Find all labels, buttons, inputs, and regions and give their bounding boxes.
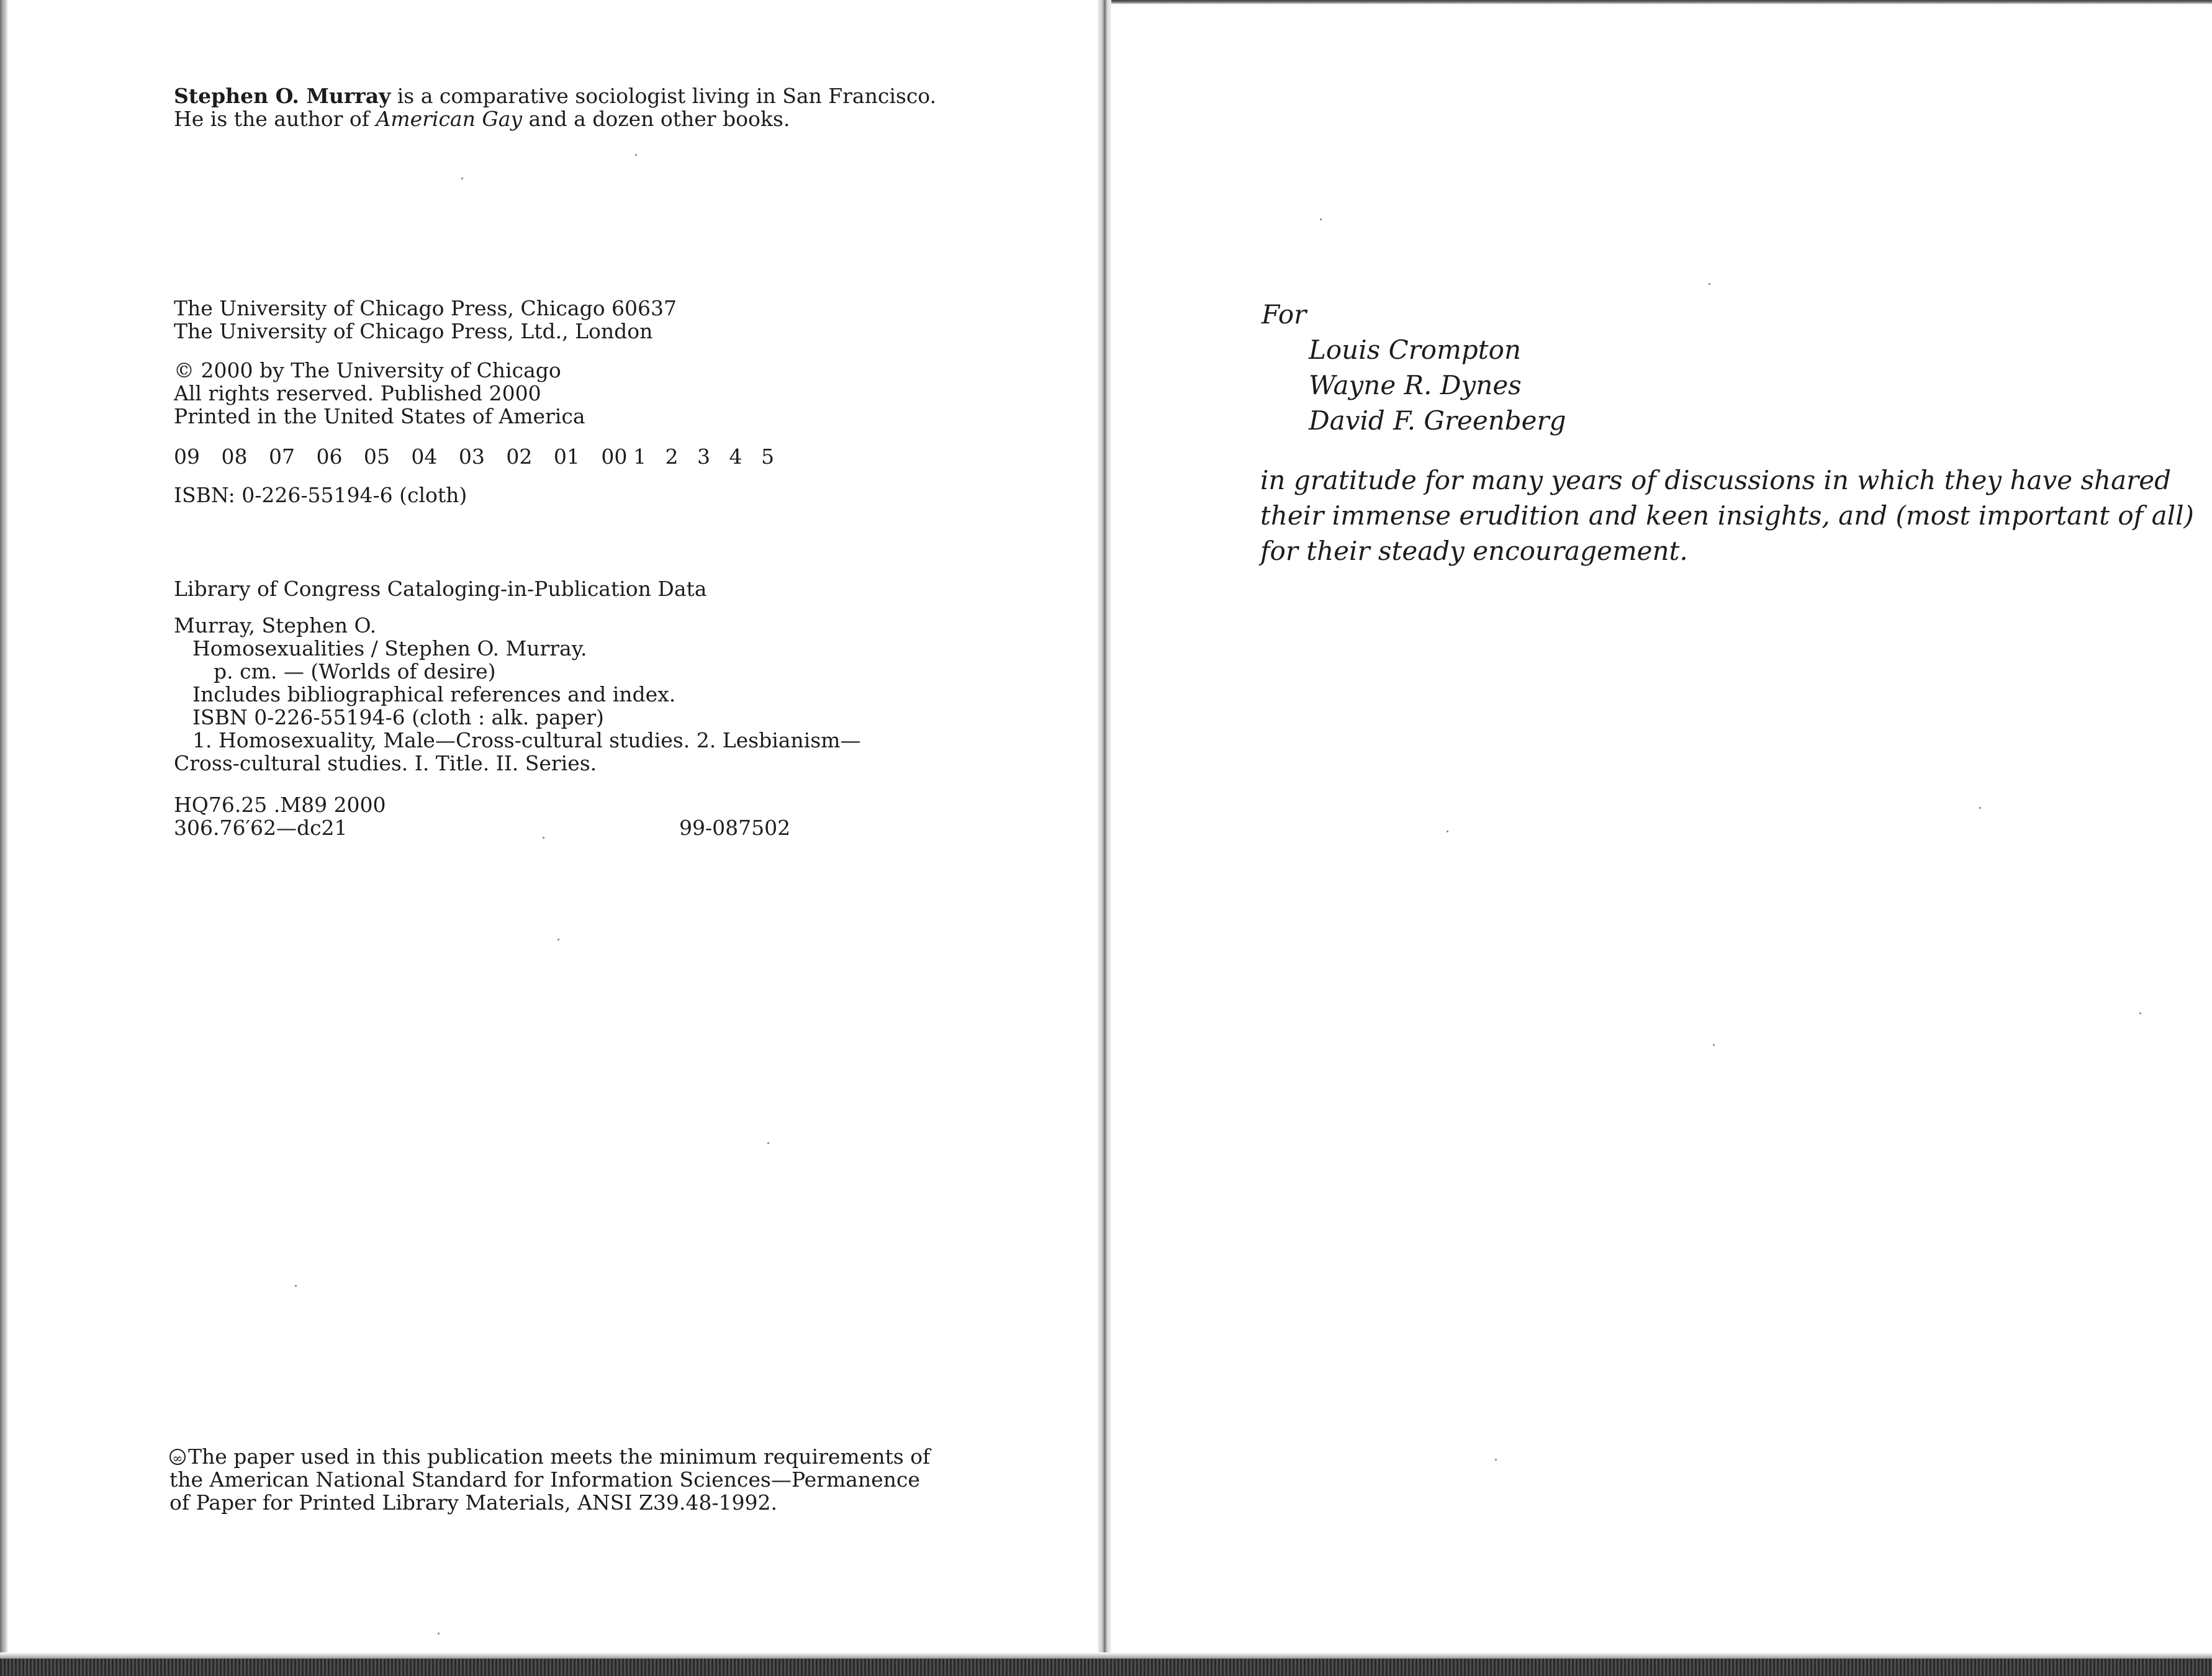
dedication-for: For: [1262, 299, 1307, 330]
cip-line: Cross-cultural studies. I. Title. II. Series.: [174, 751, 597, 775]
paper-note-line: of Paper for Printed Library Materials, ANSI Z39.48-1992.: [169, 1490, 777, 1515]
bottom-scan-edge: [0, 1659, 2212, 1676]
scan-speck: [295, 1285, 297, 1287]
publisher-line: The University of Chicago Press, Ltd., London: [174, 319, 653, 343]
dedication-message-line: in gratitude for many years of discussions in which they have shared: [1260, 465, 2171, 495]
dedicatee: Louis Crompton: [1309, 335, 1521, 365]
dedicatee: Wayne R. Dynes: [1309, 370, 1522, 400]
scan-speck: [438, 1633, 440, 1634]
cip-line: Homosexualities / Stephen O. Murray.: [192, 636, 587, 660]
author-note-text: and a dozen other books.: [522, 107, 790, 131]
paper-note-text: The paper used in this publication meets the minimum requirements of: [188, 1444, 931, 1469]
cip-line: Includes bibliographical references and index.: [192, 682, 676, 706]
scan-speck: [1979, 807, 1981, 809]
cip-data: [174, 614, 860, 775]
cip-line: p. cm. — (Worlds of desire): [214, 659, 496, 683]
dedication: [1262, 297, 1566, 438]
dedication-message-line: for their steady encouragement.: [1260, 536, 1688, 566]
dewey-number: 306.76′62—dc21: [174, 816, 348, 840]
printing-impressions: 1 2 3 4 5: [633, 444, 774, 469]
printing-years: 09 08 07 06 05 04 03 02 01 00: [174, 444, 628, 469]
paper-permanence-note: [169, 1445, 930, 1514]
scan-speck: [1495, 1459, 1497, 1461]
copyright-block: [174, 359, 585, 428]
infinity-paper-icon: ∞: [169, 1449, 186, 1465]
scan-speck: [1709, 283, 1710, 285]
cip-line: 1. Homosexuality, Male—Cross-cultural studies. 2. Lesbianism—: [192, 728, 861, 752]
copyright-line: © 2000 by The University of Chicago: [174, 358, 561, 382]
right-page: [1101, 0, 2212, 1676]
publisher-line: The University of Chicago Press, Chicago 60637: [174, 296, 677, 320]
call-number: HQ76.25 .M89 2000: [174, 793, 386, 817]
publisher-block: [174, 297, 677, 343]
printing-line: [174, 445, 795, 469]
copyright-line: All rights reserved. Published 2000: [174, 381, 541, 405]
copyright-line: Printed in the United States of America: [174, 404, 585, 428]
scan-speck: [635, 154, 637, 156]
scan-speck: [1713, 1044, 1715, 1046]
scan-speck: [2139, 1012, 2141, 1014]
cip-line: Murray, Stephen O.: [174, 613, 377, 638]
paper-note-line: the American National Standard for Information Sciences—Permanence: [169, 1467, 920, 1492]
dedicatee: David F. Greenberg: [1309, 405, 1566, 436]
author-name: Stephen O. Murray: [174, 84, 391, 108]
scan-speck: [558, 939, 559, 940]
book-gutter: [1098, 0, 1111, 1676]
dedication-message-line: their immense erudition and keen insights, and (most important of all): [1260, 500, 2194, 531]
scan-speck: [1447, 831, 1448, 832]
author-note-line-2: [174, 107, 936, 130]
scan-speck: [767, 1142, 769, 1144]
author-note-line-1: [174, 84, 936, 107]
cip-line: ISBN 0-226-55194-6 (cloth : alk. paper): [192, 705, 604, 729]
cip-heading: Library of Congress Cataloging-in-Publication Data: [174, 577, 707, 601]
author-note-text: He is the author of: [174, 107, 376, 131]
paper-note-line: [169, 1445, 930, 1468]
scan-speck: [1320, 219, 1322, 220]
author-note-text: is a comparative sociologist living in San Francisco.: [390, 84, 937, 108]
left-page-edge: [0, 0, 7, 1676]
bottom-edge-shadow: [0, 1652, 2212, 1659]
book-title-american-gay: American Gay: [376, 107, 523, 131]
dedication-message: [1260, 462, 2194, 569]
classification-block: [174, 793, 795, 839]
author-note: [174, 84, 936, 130]
scan-speck: [461, 178, 463, 179]
lccn: 99-087502: [679, 816, 791, 840]
right-page-top-edge: [1111, 0, 2212, 4]
isbn-line: ISBN: 0-226-55194-6 (cloth): [174, 483, 467, 507]
